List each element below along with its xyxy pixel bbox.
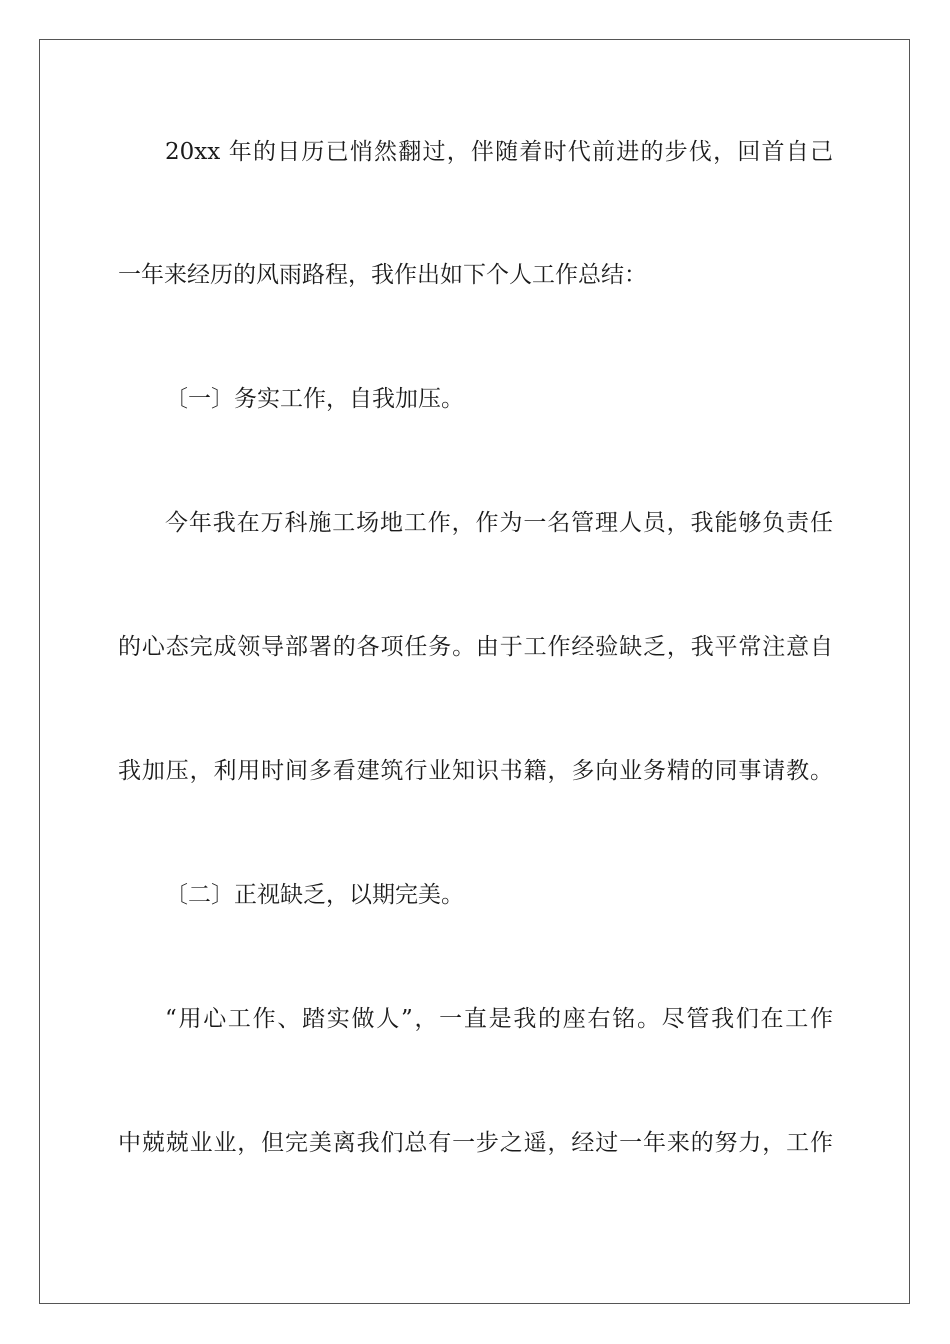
paragraph-line-5: 我加压，利用时间多看建筑行业知识书籍，多向业务精的同事请教。 <box>118 758 833 784</box>
section-heading-1: 〔一〕务实工作，自我加压。 <box>165 386 464 412</box>
paragraph-line-2: 一年来经历的风雨路程，我作出如下个人工作总结： <box>118 262 647 288</box>
paragraph-line-4: 的心态完成领导部署的各项任务。由于工作经验缺乏，我平常注意自 <box>118 634 833 660</box>
section-heading-2: 〔二〕正视缺乏，以期完美。 <box>165 882 464 908</box>
paragraph-line-3: 今年我在万科施工场地工作，作为一名管理人员，我能够负责任 <box>165 510 833 536</box>
paragraph-line-7: 中兢兢业业，但完美离我们总有一步之遥，经过一年来的努力，工作 <box>118 1130 833 1156</box>
page-border <box>39 39 910 1304</box>
paragraph-line-6: “用心工作、踏实做人”，一直是我的座右铭。尽管我们在工作 <box>165 1006 833 1032</box>
paragraph-line-1: 20xx 年的日历已悄然翻过，伴随着时代前进的步伐，回首自己 <box>165 139 833 165</box>
